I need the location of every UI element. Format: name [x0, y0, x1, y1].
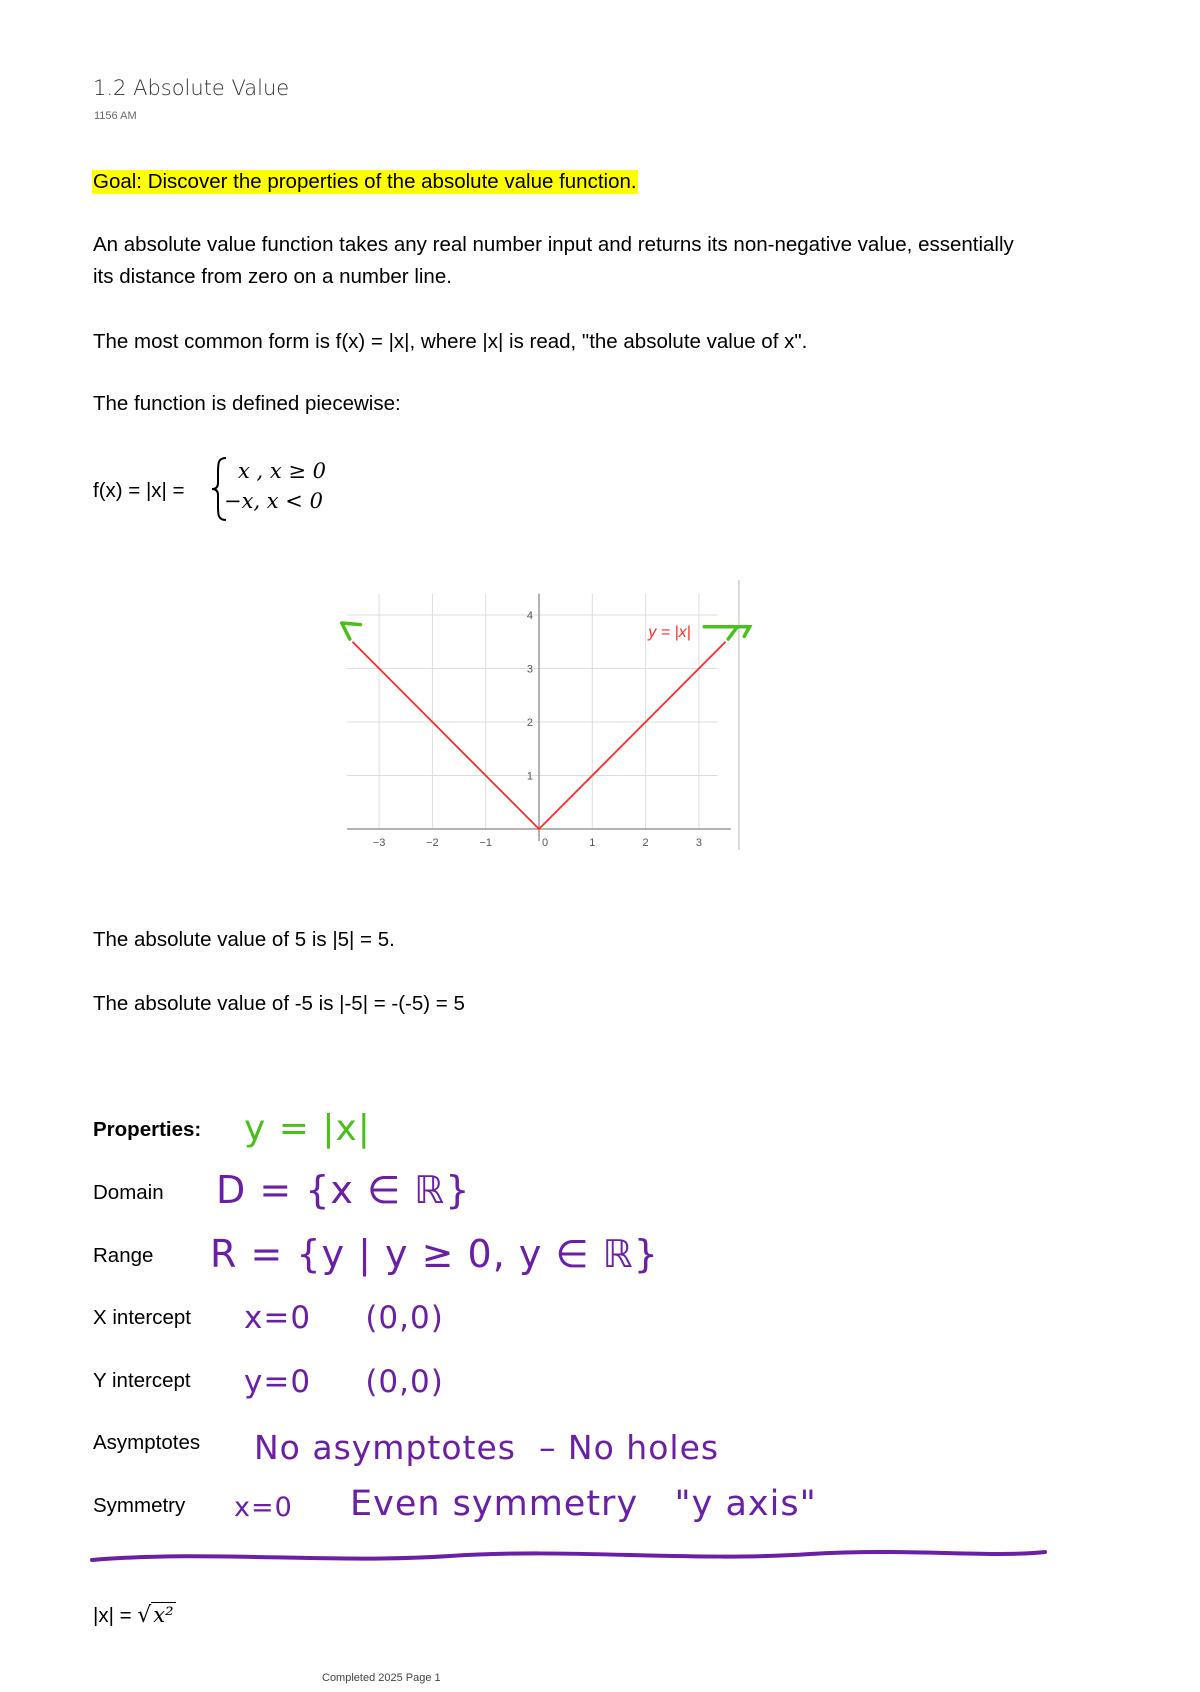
absolute-value-graph — [330, 580, 760, 860]
x-tick-label: −1 — [479, 837, 492, 849]
x-tick-label: 0 — [541, 837, 549, 849]
domain-label: Domain — [93, 1181, 164, 1204]
piecewise-case-2: −x, x < 0 — [224, 489, 323, 513]
y-intercept-label: Y intercept — [93, 1369, 191, 1392]
x-intercept-label: X intercept — [93, 1306, 191, 1329]
sqrt-identity — [93, 1603, 176, 1628]
asymptotes-note: No asymptotes – No holes — [254, 1428, 720, 1467]
domain-note: D = {x ∈ ℝ} — [216, 1168, 471, 1212]
piecewise-lhs: f(x) = |x| = — [93, 479, 185, 502]
intro-line-2: its distance from zero on a number line. — [93, 265, 452, 288]
y-tick-label: 1 — [526, 770, 533, 783]
y-tick-label: 2 — [526, 717, 533, 729]
y-tick-label: 4 — [526, 610, 533, 622]
x-intercept-note: x=0 (0,0) — [244, 1300, 444, 1336]
common-form-text: The most common form is f(x) = |x|, where |x| is read, "the absolute value of x". — [93, 330, 808, 353]
symmetry-note-short: x=0 — [234, 1492, 293, 1523]
properties-heading: Properties: — [93, 1118, 202, 1141]
x-tick-label: −2 — [426, 837, 439, 849]
intro-line-1: An absolute value function takes any real number input and returns its non-negative value, essentially — [93, 233, 1014, 256]
sqrt-identity-rhs: x² — [153, 1603, 174, 1627]
legend-label: y = |x| — [648, 624, 691, 642]
page-footer: Completed 2025 Page 1 — [322, 1672, 441, 1684]
x-tick-label: 3 — [695, 837, 702, 849]
piecewise-case-1: x , x ≥ 0 — [238, 459, 327, 483]
right-arrow-icon — [704, 627, 749, 639]
example-1: The absolute value of 5 is |5| = 5. — [93, 928, 395, 951]
y-tick-label: 3 — [526, 663, 533, 676]
goal-statement: Goal: Discover the properties of the absolute value function. — [93, 170, 637, 193]
sqrt-symbol: √ — [137, 1603, 152, 1628]
left-arrow-icon — [342, 623, 361, 639]
symmetry-label: Symmetry — [93, 1494, 186, 1517]
range-note: R = {y | y ≥ 0, y ∈ ℝ} — [210, 1232, 659, 1276]
range-label: Range — [93, 1244, 154, 1267]
x-tick-label: 2 — [642, 837, 649, 849]
asymptotes-label: Asymptotes — [93, 1431, 201, 1454]
page-title: 1.2 Absolute Value — [93, 76, 290, 100]
piecewise-intro: The function is defined piecewise: — [93, 392, 401, 415]
symmetry-note: Even symmetry "y axis" — [350, 1484, 817, 1524]
x-tick-label: 1 — [589, 837, 596, 849]
heading-handwritten-note: y = |x| — [244, 1108, 371, 1149]
sqrt-identity-lhs: |x| = — [93, 1604, 138, 1627]
handwritten-underline — [90, 1540, 1050, 1570]
timestamp: 1156 AM — [94, 110, 137, 122]
example-2: The absolute value of -5 is |-5| = -(-5) = 5 — [93, 992, 465, 1015]
y-intercept-note: y=0 (0,0) — [244, 1364, 444, 1400]
x-tick-label: −3 — [372, 837, 386, 849]
